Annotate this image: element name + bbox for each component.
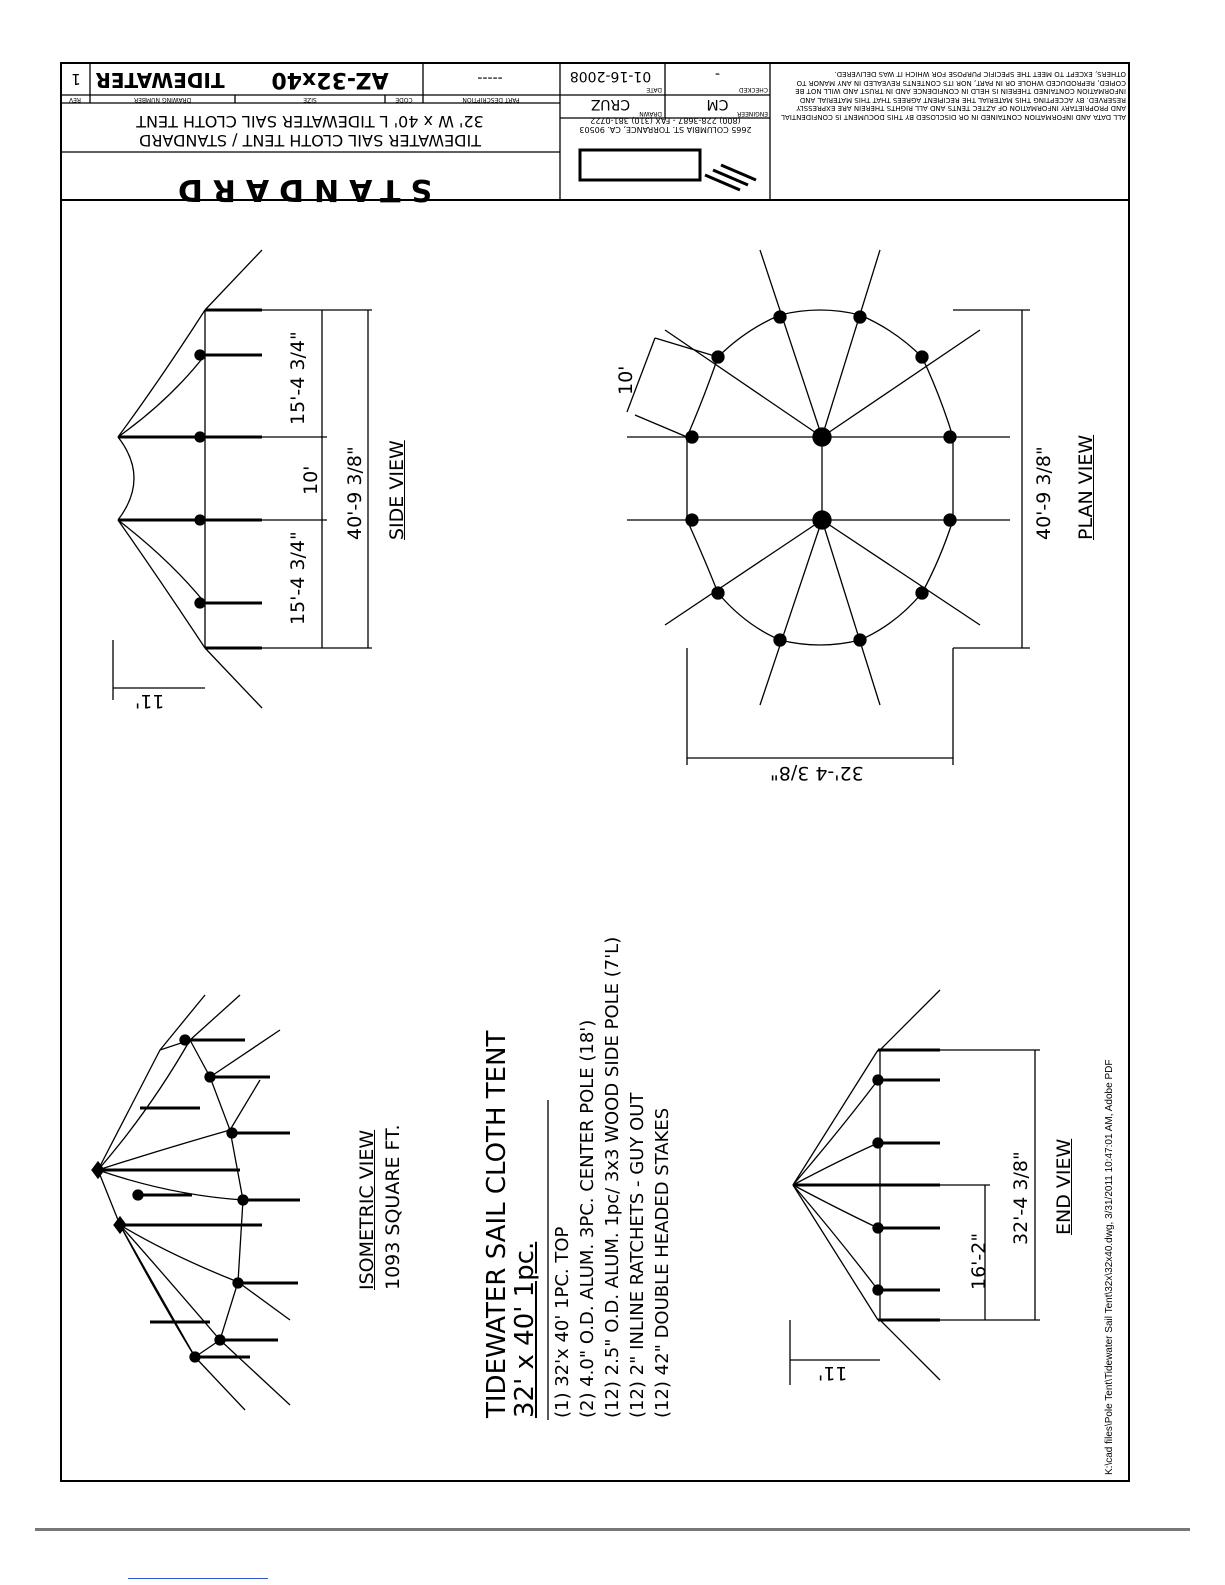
legal-notice: ALL DATA AND INFORMATION CONTAINED IN OR DISCLOSED BY THIS DOCUMENT IS CONFIDENTIAL AND PROPRIETARY INFORMATION OF AZTEC TENTS AND ALL RIGHTS THEREIN ARE EXPRESSLY RESERVED. BY ACCEPTING THIS MATERIAL THE RECIPIENT AGREES THAT THIS MATERIAL AND INFORMATION CONTAINED THEREIN IS HELD IN CONFIDENCE AND IN TRUST AND WILL NOT BE COPIED, REPRODUCED WHOLE OR IN PART, NOR ITS CONTENTS REVEALED IN ANY MANOR TO OTHERS, EXCEPT TO MEET THE SPECIFIC PURPOSE FOR WHICH IT WAS DELIVERED. (781, 70, 1126, 121)
plan-view-drawing (627, 250, 1030, 765)
parts-item-3: (12) 2.5" O.D. ALUM. 1pc/ 3x3 WOOD SIDE POLE (7'L) (602, 936, 623, 1418)
rev-label: REV (68, 96, 82, 103)
plan-dim-segment: 10' (615, 365, 637, 395)
plan-view-label: PLAN VIEW (1075, 434, 1097, 540)
engineer-value: CM (706, 96, 729, 112)
side-dim-guy: 11' (135, 690, 165, 712)
file-path: K:\cad files\Pole Tent\Tidewater Sail Tent\32x\32x40.dwg, 3/31/2011 10:47:01 AM, Adobe PDF (1104, 1059, 1115, 1475)
plan-dim-width: 32'-4 3/8" (770, 762, 864, 784)
plan-dim-length: 40'-9 3/8" (1033, 446, 1055, 540)
footer-link-underline[interactable] (128, 1578, 268, 1579)
parts-title2: 32' x 40' 1pc. (510, 1241, 540, 1418)
side-view-drawing (113, 250, 372, 708)
side-dim-end-a: 15'-4 3/4" (287, 331, 309, 425)
standard-title: STANDARD (167, 172, 433, 207)
dashes: ----- (477, 70, 503, 86)
code-label: CODE (395, 96, 413, 103)
aztec-logo (580, 150, 756, 190)
side-dim-end-b: 15'-4 3/4" (287, 531, 309, 625)
drawing-name: TIDEWATER (95, 68, 225, 92)
drawing-code: AZ-32x40 (271, 67, 389, 92)
end-view-label: END VIEW (1053, 1138, 1075, 1235)
end-dim-guy: 11' (818, 1362, 848, 1384)
date-value: 01-16-2008 (569, 68, 652, 84)
side-dim-middle: 10' (300, 465, 322, 495)
drawn-value: CRUZ (590, 96, 631, 112)
isometric-view-drawing (92, 995, 300, 1410)
parts-item-2: (2) 4.0" O.D. ALUM. 3PC. CENTER POLE (18') (577, 1019, 598, 1418)
checked-label: CHECKED (738, 86, 768, 93)
end-dim-total: 32'-4 3/8" (1010, 1151, 1032, 1245)
isometric-view-label: ISOMETRIC VIEW (356, 1129, 378, 1290)
date-label: DATE (646, 86, 662, 93)
parts-item-4: (12) 2" INLINE RATCHETS - GUY OUT (627, 1092, 648, 1418)
side-dim-total: 40'-9 3/8" (344, 446, 366, 540)
size-label: SIZE (303, 96, 317, 103)
parts-item-5: (12) 42" DOUBLE HEADED STAKES (652, 1107, 673, 1418)
parts-item-1: (1) 32'x 40' 1PC. TOP (552, 1226, 573, 1418)
end-dim-half: 16'-2" (968, 1232, 990, 1290)
isometric-area: 1093 SQUARE FT. (382, 1124, 404, 1290)
company-address: 2665 COLUMBIA ST. TORRANCE, CA. 90503 (579, 125, 752, 134)
drawn-label: DRAWN (639, 110, 662, 117)
company-phone: (800) 228-3687 - FAX (310) 381-0722 (590, 116, 741, 125)
description-line1: TIDEWATER SAIL CLOTH TENT / STANDARD (139, 131, 481, 150)
rev-value: 1 (71, 70, 81, 88)
description-line2: 32' W x 40' L TIDEWATER SAIL CLOTH TENT (136, 112, 484, 131)
parts-title1: TIDEWATER SAIL CLOTH TENT (482, 1030, 512, 1418)
checked-value: - (714, 66, 721, 82)
end-view-drawing (790, 990, 1040, 1385)
side-view-label: SIDE VIEW (386, 440, 408, 540)
drawing-number-label: DRAWING NUMBER (133, 96, 192, 103)
part-description-label: PART DESCRIPTION (462, 96, 520, 103)
engineer-label: ENGINEER (737, 110, 768, 117)
footer-divider (35, 1528, 1190, 1531)
